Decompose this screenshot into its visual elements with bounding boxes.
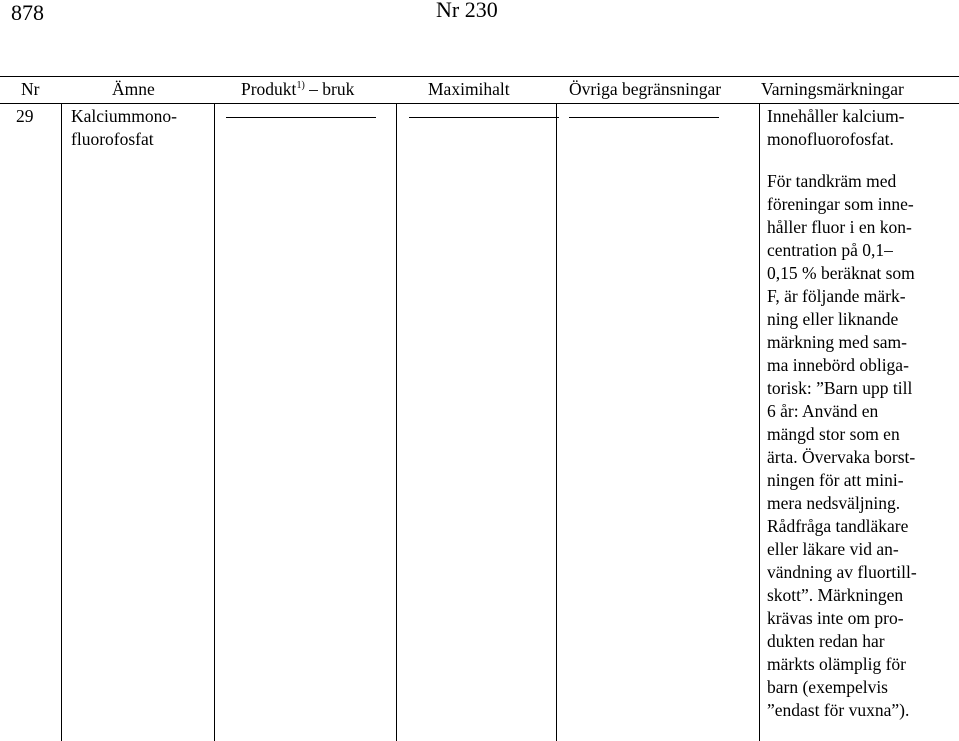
- dash: [316, 117, 346, 118]
- column-header-nr: Nr: [21, 79, 40, 99]
- dash: [409, 117, 439, 118]
- column-divider: [214, 103, 215, 741]
- produkt-label: Produkt: [241, 79, 297, 99]
- varning-body-line: ma innebörd obliga-: [767, 355, 909, 375]
- varning-body-line: märkning med sam-: [767, 332, 907, 352]
- varning-body-line: mera nedsväljning.: [767, 493, 901, 513]
- varning-body-line: ningen för att mini-: [767, 470, 904, 490]
- varning-body-line: håller fluor i en kon-: [767, 217, 912, 237]
- issue-number: Nr 230: [436, 0, 498, 22]
- column-header-varning: Varningsmärkningar: [761, 79, 904, 99]
- amne-line: Kalciummono-: [71, 106, 177, 126]
- varning-body-line: vändning av fluortill-: [767, 562, 917, 582]
- varning-body-line: 0,15 % beräknat som: [767, 263, 915, 283]
- dash: [499, 117, 529, 118]
- dash: [256, 117, 286, 118]
- varning-body-line: krävas inte om pro-: [767, 608, 904, 628]
- dash: [599, 117, 629, 118]
- varning-body-line: ning eller liknande: [767, 309, 899, 329]
- row-varning-head: [767, 105, 905, 151]
- dash: [529, 117, 559, 118]
- row-nr: 29: [16, 106, 34, 126]
- varning-body-line: mängd stor som en: [767, 424, 900, 444]
- dash: [689, 117, 719, 118]
- footnote-marker: 1): [296, 80, 305, 92]
- column-divider: [61, 103, 62, 741]
- column-header-produkt: [241, 79, 354, 100]
- varning-body-line: eller läkare vid an-: [767, 539, 899, 559]
- varning-body-line: ärta. Övervaka borst-: [767, 447, 916, 467]
- dash: [286, 117, 316, 118]
- varning-body-line: centration på 0,1–: [767, 240, 893, 260]
- varning-body-line: ”endast för vuxna”).: [767, 700, 910, 720]
- varning-body-line: barn (exempelvis: [767, 677, 888, 697]
- produkt-bruk-label: – bruk: [304, 79, 355, 99]
- dash: [629, 117, 659, 118]
- varning-body-line: Rådfråga tandläkare: [767, 516, 909, 536]
- varning-body-line: torisk: ”Barn upp till: [767, 378, 913, 398]
- varning-body-line: dukten redan har: [767, 631, 885, 651]
- varning-head-line: Innehåller kalcium-: [767, 106, 905, 126]
- column-header-ovriga: Övriga begränsningar: [569, 79, 722, 99]
- column-header-maximihalt: Maximihalt: [428, 79, 510, 99]
- dash: [569, 117, 599, 118]
- row-varning-body: [767, 170, 917, 722]
- varning-body-line: märkts olämplig för: [767, 654, 907, 674]
- varning-body-line: skott”. Märkningen: [767, 585, 904, 605]
- varning-body-line: föreningar som inne-: [767, 194, 914, 214]
- amne-line: fluorofosfat: [71, 129, 154, 149]
- column-divider: [759, 103, 760, 741]
- dash: [659, 117, 689, 118]
- dash: [439, 117, 469, 118]
- column-divider: [556, 103, 557, 741]
- column-header-amne: Ämne: [112, 79, 155, 99]
- page-number: 878: [11, 0, 44, 25]
- header-bottom-rule: [0, 103, 959, 104]
- dash: [469, 117, 499, 118]
- varning-body-line: För tandkräm med: [767, 171, 897, 191]
- dash: [226, 117, 256, 118]
- column-divider: [396, 103, 397, 741]
- dash: [346, 117, 376, 118]
- table-top-rule: [0, 76, 959, 77]
- varning-body-line: 6 år: Använd en: [767, 401, 879, 421]
- row-amne: [71, 105, 177, 151]
- varning-body-line: F, är följande märk-: [767, 286, 906, 306]
- varning-head-line: monofluorofosfat.: [767, 129, 894, 149]
